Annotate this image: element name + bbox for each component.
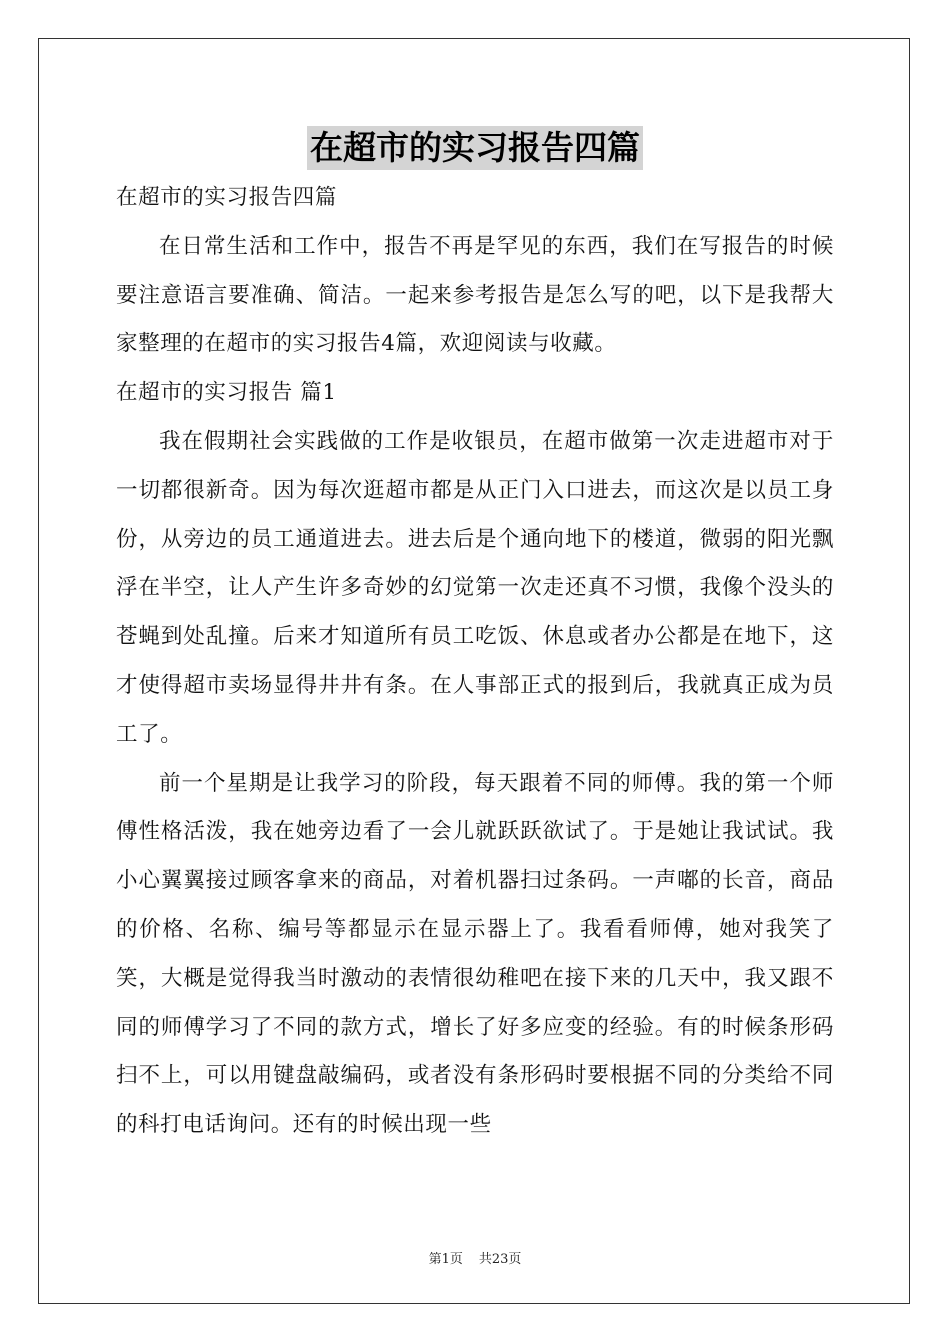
body-paragraph-2: 前一个星期是让我学习的阶段，每天跟着不同的师傅。我的第一个师傅性格活泼，我在她旁边看了一会儿就跃跃欲试了。于是她让我试试。我小心翼翼接过顾客拿来的商品，对着机器扫过条码。一声嘟的长音，商品的价格、名称、编号等都显示在显示器上了。我看看师傅，她对我笑了笑，大概是觉得我当时激动的表情很幼稚吧在接下来的几天中，我又跟不同的师傅学习了不同的款方式，增长了好多应变的经验。有的时候条形码扫不上，可以用键盘敲编码，或者没有条形码时要根据不同的分类给不同的科打电话询问。还有的时候出现一些 (116, 770, 834, 1138)
document-subtitle: 在超市的实习报告四篇 (116, 185, 338, 210)
document-title-text: 在超市的实习报告四篇 (307, 126, 643, 170)
page-footer (0, 1248, 950, 1267)
document-body (116, 174, 834, 1150)
document-title (0, 126, 950, 170)
section-heading: 在超市的实习报告 篇1 (116, 380, 337, 406)
page-number: 第1页 (428, 1252, 463, 1267)
page-total: 共23页 (478, 1252, 522, 1267)
body-paragraph-1: 我在假期社会实践做的工作是收银员，在超市做第一次走进超市对于一切都很新奇。因为每次逛超市都是从正门入口进去，而这次是以员工身份，从旁边的员工通道进去。进去后是个通向地下的楼道，微弱的阳光飘浮在半空，让人产生许多奇妙的幻觉第一次走还真不习惯，我像个没头的苍蝇到处乱撞。后来才知道所有员工吃饭、休息或者办公都是在地下，这才使得超市卖场显得井井有条。在人事部正式的报到后，我就真正成为员工了。 (116, 428, 834, 747)
intro-paragraph: 在日常生活和工作中，报告不再是罕见的东西，我们在写报告的时候要注意语言要准确、简洁。一起来参考报告是怎么写的吧，以下是我帮大家整理的在超市的实习报告4篇，欢迎阅读与收藏。 (116, 233, 834, 357)
